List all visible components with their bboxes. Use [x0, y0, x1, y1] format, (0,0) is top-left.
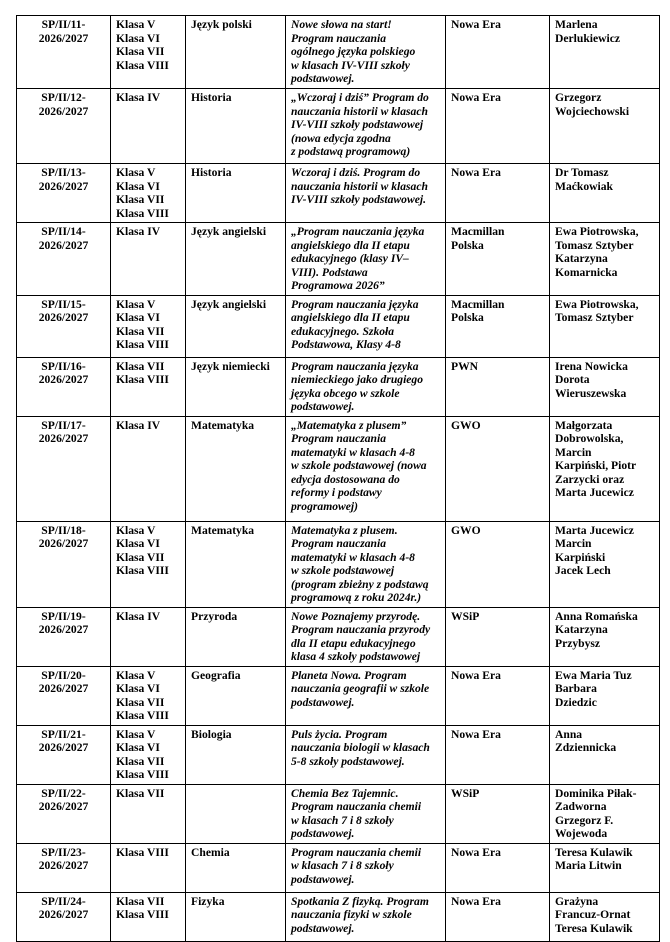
- publisher-cell: [446, 416, 550, 521]
- table-row: [17, 666, 660, 725]
- program-id-line: 2026/2027: [38, 373, 89, 386]
- program-id-line: 2026/2027: [38, 179, 89, 193]
- subject-cell: [186, 16, 286, 89]
- subject-cell: [186, 521, 286, 607]
- publisher-text: Macmillan Polska: [451, 297, 505, 324]
- program-id-line: SP/II/13-: [41, 166, 86, 179]
- program-id-cell: [17, 416, 111, 521]
- program-name-cell: [286, 607, 446, 666]
- authors-cell: [550, 521, 660, 607]
- table-row: [17, 16, 660, 89]
- publisher-text: Nowa Era: [451, 727, 501, 741]
- class-label: Klasa VII: [116, 894, 165, 908]
- program-id-line: 2026/2027: [38, 741, 89, 754]
- program-name-cell: [286, 16, 446, 89]
- classes-cell: [111, 666, 186, 725]
- class-label: Klasa V: [116, 668, 156, 682]
- authors-text: Anna Zdziennicka: [555, 727, 617, 754]
- publisher-text: Nowa Era: [451, 668, 501, 682]
- class-label: Klasa V: [116, 18, 156, 31]
- table-row: [17, 416, 660, 521]
- program-id-line: SP/II/21-: [41, 727, 86, 741]
- program-id-line: 2026/2027: [38, 238, 89, 252]
- publisher-text: GWO: [451, 523, 481, 537]
- publisher-cell: [446, 892, 550, 941]
- program-name-text: Wczoraj i dziś. Program do nauczania historii w klasach IV-VIII szkoły podstawowej.: [291, 166, 428, 206]
- authors-text: Ewa Maria Tuz Barbara Dziedzic: [555, 668, 632, 709]
- class-label: Klasa VI: [116, 682, 160, 695]
- classes-cell: [111, 521, 186, 607]
- program-id-cell: [17, 16, 111, 89]
- program-name-cell: [286, 223, 446, 296]
- authors-text: Teresa Kulawik Maria Litwin: [555, 845, 633, 872]
- class-label: Klasa V: [116, 523, 156, 537]
- table-row: [17, 843, 660, 892]
- publisher-text: Nowa Era: [451, 18, 501, 31]
- program-name-text: Program nauczania chemii w klasach 7 i 8 szkoły podstawowej.: [291, 845, 422, 886]
- program-id-line: 2026/2027: [38, 800, 89, 813]
- authors-text: Marlena Derlukiewicz: [555, 18, 621, 45]
- subject-text: Język angielski: [191, 225, 267, 238]
- publisher-text: Macmillan Polska: [451, 225, 505, 252]
- table-row: [17, 89, 660, 164]
- program-name-cell: [286, 416, 446, 521]
- class-label: Klasa VIII: [116, 768, 169, 781]
- authors-cell: [550, 607, 660, 666]
- authors-cell: [550, 725, 660, 784]
- program-id-line: 2026/2027: [38, 104, 89, 118]
- program-name-text: Planeta Nowa. Program nauczania geografii w szkole podstawowej.: [291, 668, 430, 709]
- program-id-line: SP/II/14-: [41, 225, 86, 238]
- publisher-text: Nowa Era: [451, 894, 501, 908]
- program-name-cell: [286, 357, 446, 416]
- program-id-line: SP/II/24-: [41, 894, 86, 908]
- subject-text: Historia: [191, 91, 232, 104]
- authors-text: Anna Romańska Katarzyna Przybysz: [555, 609, 638, 650]
- publisher-cell: [446, 843, 550, 892]
- program-name-text: „Program nauczania języka angielskiego dla II etapu edukacyjnego (klasy IV– VIII). Podstawa Programowa 2026”: [291, 225, 425, 292]
- authors-text: Dr Tomasz Maćkowiak: [555, 166, 613, 193]
- class-label: Klasa VIII: [116, 338, 169, 351]
- program-name-text: „Matematyka z plusem” Program nauczania matematyki w klasach 4-8 w szkole podstawowej (nowa edycja dostosowana do reformy i podstawy programowej): [291, 418, 427, 513]
- authors-cell: [550, 892, 660, 941]
- authors-cell: [550, 843, 660, 892]
- subject-cell: [186, 666, 286, 725]
- publisher-text: Nowa Era: [451, 166, 501, 179]
- program-id-line: 2026/2027: [38, 311, 89, 324]
- subject-cell: [186, 843, 286, 892]
- program-id-cell: [17, 357, 111, 416]
- publisher-cell: [446, 223, 550, 296]
- publisher-cell: [446, 521, 550, 607]
- subject-cell: [186, 416, 286, 521]
- class-label: Klasa VII: [116, 359, 165, 373]
- authors-cell: [550, 164, 660, 223]
- publisher-text: Nowa Era: [451, 91, 501, 104]
- class-label: Klasa VIII: [116, 564, 169, 577]
- authors-text: Grzegorz Wojciechowski: [555, 91, 630, 118]
- publisher-text: WSiP: [451, 609, 480, 623]
- subject-cell: [186, 607, 286, 666]
- program-id-line: 2026/2027: [38, 537, 89, 550]
- classes-cell: [111, 295, 186, 357]
- program-name-cell: [286, 89, 446, 164]
- class-label: Klasa VII: [116, 786, 165, 800]
- program-id-cell: [17, 843, 111, 892]
- program-id-line: SP/II/11-: [41, 18, 86, 31]
- class-label: Klasa VII: [116, 754, 165, 768]
- program-id-line: 2026/2027: [38, 31, 89, 45]
- authors-cell: [550, 666, 660, 725]
- publisher-cell: [446, 89, 550, 164]
- classes-cell: [111, 725, 186, 784]
- classes-cell: [111, 843, 186, 892]
- program-name-cell: [286, 666, 446, 725]
- program-id-line: SP/II/18-: [41, 523, 86, 537]
- program-name-text: Nowe słowa na start! Program nauczania ogólnego języka polskiego w klasach IV-VIII szkoły podstawowej.: [291, 18, 416, 85]
- publisher-text: GWO: [451, 418, 481, 432]
- table-row: [17, 784, 660, 843]
- class-label: Klasa V: [116, 727, 156, 741]
- publisher-cell: [446, 725, 550, 784]
- subject-text: Przyroda: [191, 609, 238, 623]
- subject-cell: [186, 784, 286, 843]
- classes-cell: [111, 784, 186, 843]
- program-name-text: Matematyka z plusem. Program nauczania matematyki w klasach 4-8 w szkole podstawowej (program zbieżny z podstawą programową z roku 2024r.): [291, 523, 429, 604]
- subject-cell: [186, 725, 286, 784]
- authors-text: Dominika Piłak- Zadworna Grzegorz F. Wojewoda: [555, 786, 637, 840]
- subject-text: Historia: [191, 166, 232, 179]
- program-id-line: 2026/2027: [38, 682, 89, 695]
- subject-cell: [186, 357, 286, 416]
- authors-cell: [550, 89, 660, 164]
- publisher-cell: [446, 357, 550, 416]
- authors-text: Grażyna Francuz-Ornat Teresa Kulawik: [555, 894, 633, 935]
- authors-text: Małgorzata Dobrowolska, Marcin Karpiński, Piotr Zarzycki oraz Marta Jucewicz: [555, 418, 637, 499]
- program-id-line: SP/II/12-: [41, 91, 86, 104]
- class-label: Klasa VIII: [116, 373, 169, 386]
- subject-cell: [186, 89, 286, 164]
- class-label: Klasa VI: [116, 179, 160, 193]
- program-id-line: SP/II/23-: [41, 845, 86, 859]
- subject-text: Język angielski: [191, 297, 267, 311]
- table-body: [17, 16, 660, 942]
- authors-cell: [550, 357, 660, 416]
- publisher-cell: [446, 164, 550, 223]
- subject-cell: [186, 164, 286, 223]
- program-id-line: 2026/2027: [38, 432, 89, 445]
- program-name-text: Nowe Poznajemy przyrodę. Program nauczania przyrody dla II etapu edukacyjnego klasa 4 szkoły podstawowej: [291, 609, 431, 663]
- program-name-text: Chemia Bez Tajemnic. Program nauczania chemii w klasach 7 i 8 szkoły podstawowej.: [291, 786, 422, 840]
- publisher-text: PWN: [451, 359, 479, 373]
- class-label: Klasa VIII: [116, 206, 169, 220]
- class-label: Klasa VII: [116, 193, 165, 206]
- classes-cell: [111, 89, 186, 164]
- table-row: [17, 607, 660, 666]
- program-name-text: Program nauczania języka niemieckiego jako drugiego języka obcego w szkole podstawowej.: [291, 359, 424, 413]
- program-id-cell: [17, 89, 111, 164]
- class-label: Klasa IV: [116, 418, 161, 432]
- publisher-text: WSiP: [451, 786, 480, 800]
- class-label: Klasa VI: [116, 31, 160, 45]
- program-id-cell: [17, 295, 111, 357]
- program-id-cell: [17, 223, 111, 296]
- table-row: [17, 164, 660, 223]
- subject-text: Język niemiecki: [191, 359, 270, 373]
- class-label: Klasa IV: [116, 225, 161, 238]
- authors-text: Ewa Piotrowska, Tomasz Sztyber: [555, 297, 639, 324]
- class-label: Klasa VII: [116, 550, 165, 564]
- authors-cell: [550, 416, 660, 521]
- curriculum-table: [16, 15, 660, 942]
- publisher-cell: [446, 784, 550, 843]
- publisher-cell: [446, 295, 550, 357]
- publisher-cell: [446, 666, 550, 725]
- class-label: Klasa VII: [116, 695, 165, 709]
- program-name-cell: [286, 843, 446, 892]
- authors-cell: [550, 295, 660, 357]
- program-name-text: „Wczoraj i dziś” Program do nauczania historii w klasach IV-VIII szkoły podstawowej (nowa edycja zgodna z podstawą programową): [291, 91, 429, 158]
- subject-text: Fizyka: [191, 894, 225, 908]
- subject-cell: [186, 892, 286, 941]
- program-name-cell: [286, 784, 446, 843]
- authors-text: Ewa Piotrowska, Tomasz Sztyber Katarzyna Komarnicka: [555, 225, 639, 279]
- class-label: Klasa VI: [116, 537, 160, 550]
- program-id-cell: [17, 784, 111, 843]
- class-label: Klasa VI: [116, 741, 160, 754]
- program-id-line: SP/II/15-: [41, 297, 86, 311]
- subject-text: Biologia: [191, 727, 232, 741]
- program-name-cell: [286, 295, 446, 357]
- classes-cell: [111, 164, 186, 223]
- authors-cell: [550, 223, 660, 296]
- program-id-cell: [17, 666, 111, 725]
- subject-text: Matematyka: [191, 418, 255, 432]
- program-id-line: 2026/2027: [38, 623, 89, 636]
- publisher-cell: [446, 16, 550, 89]
- authors-text: Irena Nowicka Dorota Wieruszewska: [555, 359, 628, 400]
- class-label: Klasa VIII: [116, 908, 169, 921]
- program-name-text: Spotkania Z fizyką. Program nauczania fizyki w szkole podstawowej.: [291, 894, 429, 935]
- class-label: Klasa VIII: [116, 709, 169, 722]
- class-label: Klasa IV: [116, 91, 161, 104]
- program-id-cell: [17, 164, 111, 223]
- classes-cell: [111, 16, 186, 89]
- program-id-line: SP/II/22-: [41, 786, 86, 800]
- program-id-line: SP/II/19-: [41, 609, 86, 623]
- program-id-cell: [17, 607, 111, 666]
- subject-text: Chemia: [191, 845, 230, 859]
- program-name-cell: [286, 164, 446, 223]
- table-row: [17, 295, 660, 357]
- publisher-cell: [446, 607, 550, 666]
- subject-cell: [186, 223, 286, 296]
- subject-text: Geografia: [191, 668, 241, 682]
- class-label: Klasa VIII: [116, 58, 169, 72]
- class-label: Klasa VI: [116, 311, 160, 324]
- program-name-cell: [286, 725, 446, 784]
- program-id-line: 2026/2027: [38, 859, 89, 872]
- subject-cell: [186, 295, 286, 357]
- program-id-cell: [17, 725, 111, 784]
- table-row: [17, 223, 660, 296]
- program-id-line: SP/II/20-: [41, 668, 86, 682]
- class-label: Klasa V: [116, 297, 156, 311]
- classes-cell: [111, 357, 186, 416]
- program-name-cell: [286, 521, 446, 607]
- program-name-text: Puls życia. Program nauczania biologii w klasach 5-8 szkoły podstawowej.: [291, 727, 430, 768]
- authors-cell: [550, 16, 660, 89]
- subject-text: Matematyka: [191, 523, 255, 537]
- program-id-line: SP/II/16-: [41, 359, 86, 373]
- table-row: [17, 725, 660, 784]
- table-row: [17, 892, 660, 941]
- class-label: Klasa V: [116, 166, 156, 179]
- authors-text: Marta Jucewicz Marcin Karpiński Jacek Lech: [555, 523, 634, 577]
- program-id-cell: [17, 521, 111, 607]
- table-row: [17, 521, 660, 607]
- classes-cell: [111, 892, 186, 941]
- class-label: Klasa VII: [116, 324, 165, 338]
- authors-cell: [550, 784, 660, 843]
- subject-text: Język polski: [191, 18, 252, 31]
- program-id-line: SP/II/17-: [41, 418, 86, 432]
- class-label: Klasa VII: [116, 45, 165, 58]
- classes-cell: [111, 416, 186, 521]
- publisher-text: Nowa Era: [451, 845, 501, 859]
- classes-cell: [111, 607, 186, 666]
- program-name-text: Program nauczania języka angielskiego dla II etapu edukacyjnego. Szkoła Podstawowa, Klasy 4-8: [291, 297, 419, 351]
- program-id-cell: [17, 892, 111, 941]
- program-id-line: 2026/2027: [38, 908, 89, 921]
- class-label: Klasa VIII: [116, 845, 169, 859]
- class-label: Klasa IV: [116, 609, 161, 623]
- program-name-cell: [286, 892, 446, 941]
- classes-cell: [111, 223, 186, 296]
- table-row: [17, 357, 660, 416]
